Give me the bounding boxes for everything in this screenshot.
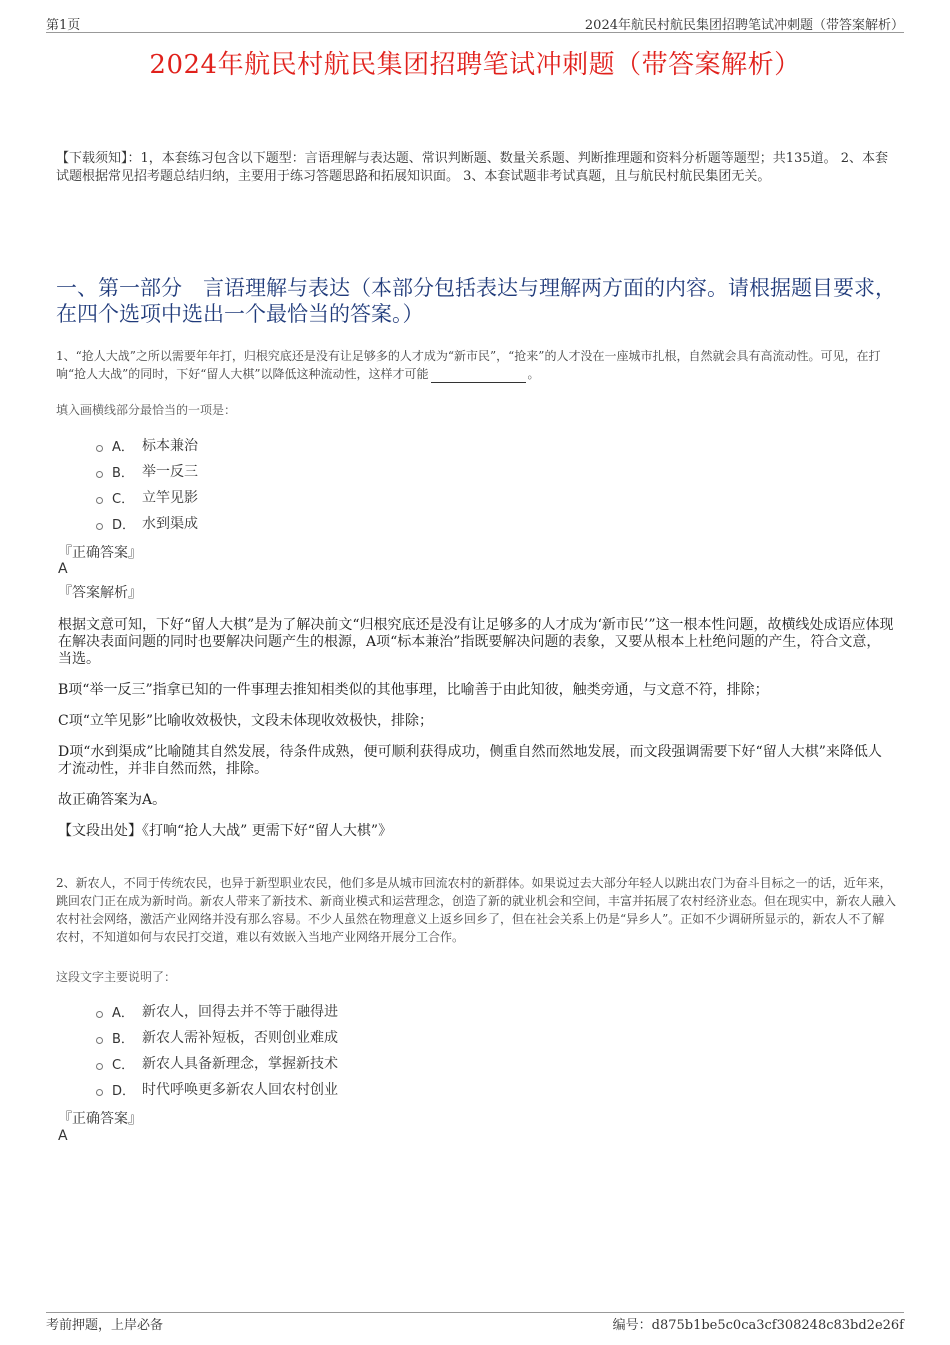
question-2-options <box>96 998 338 1102</box>
radio-icon[interactable] <box>96 1089 103 1096</box>
option-d[interactable] <box>96 510 198 536</box>
answer-analysis <box>58 617 894 849</box>
option-letter: A． <box>112 439 134 455</box>
option-text: 举一反三 <box>142 464 198 480</box>
question-1-text <box>56 347 896 383</box>
question-1-options <box>96 432 198 536</box>
download-notice: 【下载须知】：1，本套练习包含以下题型：言语理解与表达题、常识判断题、数量关系题、判断推理题和资料分析题等题型；共135道。 2、本套试题根据常见招考题总结归纳，主要用于练习答题思路和拓展知识面。 3、本套试题非考试真题，且与航民村航民集团无关。 <box>56 151 888 184</box>
document-id: 编号：d875b1be5c0ca3cf308248c83bd2e26f <box>612 1318 904 1333</box>
fill-in-blank <box>431 370 526 383</box>
radio-icon[interactable] <box>96 497 103 504</box>
option-d[interactable] <box>96 1076 338 1102</box>
page-number: 第1页 <box>46 18 81 33</box>
analysis-paragraph: 根据文意可知，下好“留人大棋”是为了解决前文“归根究底还是没有让足够多的人才成为‘新市民’”这一根本性问题，故横线处成语应体现在解决表面问题的同时也要解决问题产生的根源，A项“标本兼治”指既要解决问题的表象，又要从根本上杜绝问题的产生，符合文意，当选。 <box>58 617 894 667</box>
text-source: 【文段出处】《打响“抢人大战” 更需下好“留人大棋”》 <box>58 823 393 839</box>
option-c[interactable] <box>96 1050 338 1076</box>
footer-slogan: 考前押题，上岸必备 <box>46 1318 164 1333</box>
header-divider <box>46 32 904 33</box>
footer-divider <box>46 1312 904 1313</box>
option-text: 新农人具备新理念，掌握新技术 <box>142 1056 338 1072</box>
question-1-stem: 1、“抢人大战”之所以需要年年打，归根究底还是没有让足够多的人才成为“新市民”，“抢来”的人才没在一座城市扎根，自然就会具有高流动性。可见，在打响“抢人大战”的同时，下好“留人大棋”以降低这种流动性，这样才可能 <box>56 349 881 381</box>
option-text: 新农人需补短板，否则创业难成 <box>142 1030 338 1046</box>
correct-answer-label: 『正确答案』 <box>58 1111 142 1127</box>
correct-answer-label: 『正确答案』 <box>58 545 142 561</box>
option-letter: C． <box>112 1057 135 1073</box>
correct-answer: A <box>58 1128 68 1144</box>
option-letter: D． <box>112 1083 136 1099</box>
analysis-label: 『答案解析』 <box>58 585 142 601</box>
option-letter: D． <box>112 517 136 533</box>
analysis-paragraph: C项“立竿见影”比喻收效极快，文段未体现收效极快，排除； <box>58 713 434 729</box>
option-c[interactable] <box>96 484 198 510</box>
analysis-paragraph: B项“举一反三”指拿已知的一件事理去推知相类似的其他事理，比喻善于由此知彼，触类旁通，与文意不符，排除； <box>58 682 769 698</box>
option-letter: B． <box>112 1031 134 1047</box>
radio-icon[interactable] <box>96 523 103 530</box>
question-1-stem-end: 。 <box>527 367 540 381</box>
option-text: 立竿见影 <box>142 490 198 506</box>
option-b[interactable] <box>96 1024 338 1050</box>
radio-icon[interactable] <box>96 1037 103 1044</box>
option-letter: B． <box>112 465 134 481</box>
question-2-prompt: 这段文字主要说明了： <box>56 970 177 984</box>
option-text: 新农人，回得去并不等于融得进 <box>142 1004 338 1020</box>
radio-icon[interactable] <box>96 1011 103 1018</box>
question-1-prompt: 填入画横线部分最恰当的一项是： <box>56 403 237 417</box>
analysis-paragraph: D项“水到渠成”比喻随其自然发展，待条件成熟，便可顺利获得成功，侧重自然而然地发展，而文段强调需要下好“留人大棋”来降低人才流动性，并非自然而然，排除。 <box>58 744 882 777</box>
question-2-text: 2、新农人，不同于传统农民，也异于新型职业农民，他们多是从城市回流农村的新群体。如果说过去大部分年轻人以跳出农门为奋斗目标之一的话，近年来，跳回农门正在成为新时尚。新农人带来了新技术、新商业模式和运营理念，创造了新的就业机会和空间，丰富并拓展了农村经济业态。但在现实中，新农人融入农村社会网络，激活产业网络并没有那么容易。不少人虽然在物理意义上返乡回乡了，但在社会关系上仍是“异乡人”。正如不少调研所显示的，新农人不了解农村，不知道如何与农民打交道，难以有效嵌入当地产业网络开展分工合作。 <box>56 876 897 944</box>
radio-icon[interactable] <box>96 1063 103 1070</box>
document-title: 2024年航民村航民集团招聘笔试冲刺题（带答案解析） <box>149 50 801 80</box>
radio-icon[interactable] <box>96 471 103 478</box>
option-a[interactable] <box>96 432 198 458</box>
header-doc-title: 2024年航民村航民集团招聘笔试冲刺题（带答案解析） <box>584 18 904 33</box>
analysis-conclusion: 故正确答案为A。 <box>58 792 167 808</box>
option-b[interactable] <box>96 458 198 484</box>
option-text: 标本兼治 <box>142 438 198 454</box>
section-heading: 一、第一部分 言语理解与表达（本部分包括表达与理解两方面的内容。请根据题目要求，在四个选项中选出一个最恰当的答案。） <box>56 276 896 326</box>
option-letter: C． <box>112 491 135 507</box>
option-letter: A． <box>112 1005 134 1021</box>
radio-icon[interactable] <box>96 445 103 452</box>
correct-answer: A <box>58 561 68 577</box>
option-a[interactable] <box>96 998 338 1024</box>
option-text: 水到渠成 <box>142 516 198 532</box>
option-text: 时代呼唤更多新农人回农村创业 <box>142 1082 338 1098</box>
